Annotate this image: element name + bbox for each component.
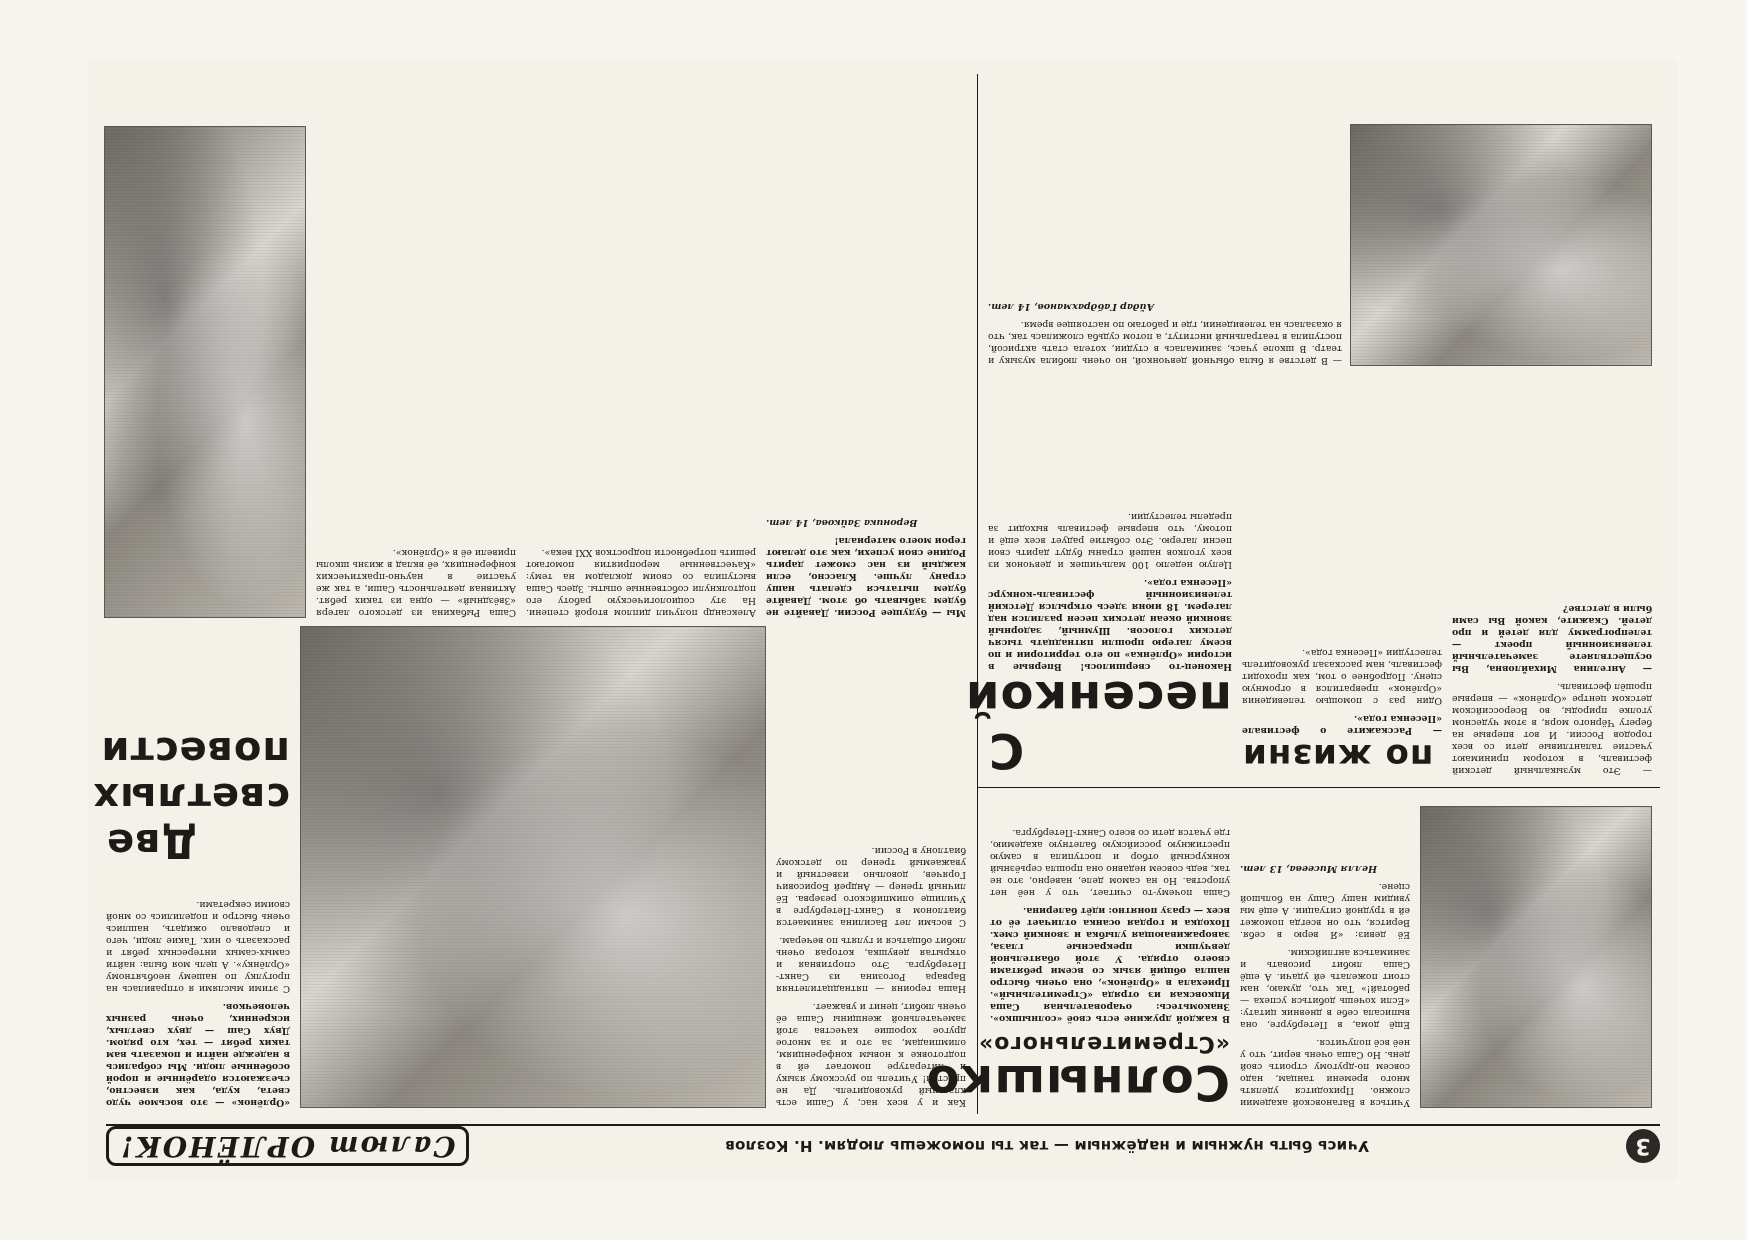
two-article-col-bottom3: [316, 128, 516, 618]
song-title-1: С песенкой: [964, 670, 1232, 778]
newspaper-page: [88, 60, 1678, 1180]
song-article-col1: [1452, 376, 1652, 776]
two-body-2: С восьми лет Василина занимается биатлоном в Санкт-Петербурге в Училище олимпийского резерва. Её личный тренер — Андрей Борисович Горячев, довольно известный и уважаемый тренер по детскому биатлону в России.: [776, 845, 966, 928]
song-article-col3: [964, 376, 1232, 778]
section-separator: [978, 787, 1660, 788]
page-header: [106, 1124, 1660, 1166]
newspaper-logo: Салют ОРЛЁНОК!: [106, 1126, 469, 1166]
two-article-col-bottom1: [766, 128, 966, 618]
photo-group-festival: [1350, 124, 1652, 366]
page-number: 3: [1626, 1129, 1660, 1163]
song-body-4: — Ангелина Михайловна, Вы осуществляете замечательный телевизионный проект — телепрограмму для детей и про детей. Скажите, какой Вы сами были в детстве?: [1452, 603, 1652, 674]
sun-lead: В каждой дружине есть своё «солнышко». Знакомьтесь: очаровательная Саша Ицковская из отряда «Стремительный». Приехала в «Орлёнок», она очень быстро нашла общий язык со всеми ребятами своего отряда. У этой обаятельной девчушки прекрасные глаза, завораживающая улыбка и звонкий смех. Походка и гордая осанка отличает её от всех — сразу понятно: идёт балерина.: [990, 905, 1230, 1024]
photo-shading: [1351, 125, 1651, 365]
column-separator: [977, 74, 978, 1114]
photo-shading: [105, 127, 305, 617]
two-body-0: Как и у всех нас, у Саши есть классный руководитель. Да не простой! Учитель по русскому языку и литературе помогает ей в подготовке к новым конференциям, олимпиадам, за это и за многое другое хорошие качества этой замечательной женщины Саша её очень любит, ценит и уважает.: [776, 1001, 966, 1108]
two-title-2: светлых: [92, 774, 290, 820]
sun-body-1: Учиться в Вагановской академии сложно. Приходится уделять много времени танцам, надо совсем по-другому строить свой день. Но Саша очень верит, что у неё всё получится.: [1240, 1037, 1410, 1108]
page-motto: Учись быть нужным и надёжным — так ты поможешь людям. Н. Козлов: [725, 1137, 1370, 1155]
two-title-3: повести: [100, 728, 290, 774]
song-title-2: по жизни: [1242, 736, 1434, 776]
song-article-col2: [1242, 376, 1442, 776]
two-article-lead-col: [106, 878, 290, 1108]
sun-article-col2: [925, 798, 1230, 1110]
song-signature: Айдар Габдрахманов, 14 лет.: [988, 301, 1155, 312]
photo-shading: [301, 627, 765, 1107]
sun-body-0: Саша почему-то считает, что у неё нет упорства. Но на самом деле, наверно, это не так, ведь совсем недавно она прошла серьёзный конкурсный отбор и поступила в самую престижную российскую балетную академию, где учатся дети со всего Санкт-Петербурга.: [990, 827, 1230, 898]
photo-boy-shooting: [104, 126, 306, 618]
sun-title: Солнышко: [925, 1054, 1230, 1110]
photo-two-girls: [300, 626, 766, 1108]
two-title-1: Две: [106, 820, 198, 866]
song-body-2: — Расскажите о фестивале «Песенка года».: [1242, 713, 1442, 736]
song-body-0: Целую неделю 100 мальчишек и девчонок из всех уголков нашей страны будут дарить свои песни лагерю. Это событие радует всех ещё и потому, что впервые фестиваль выходит за пределы телестудии.: [988, 511, 1232, 570]
sun-signature: Нелля Мисеева, 13 лет.: [1240, 863, 1377, 874]
song-body-5: — В детстве я была обычной девчонкой, но очень любила музыку и театр. В школе учась, занималась в студии, хотела стать актрисой, поступила в театральный институт, а потом судьба сложилась так, что я оказалась на телевидении, где и работаю по настоящее время.: [988, 319, 1342, 366]
song-lead: Наконец-то свершилось! Впервые в истории «Орлёнка» по его территории и по всему лагерю прошли пятнадцать тысяч детских голосов. Шумный, задорный звонкий океан детских песен разлился над лагерем. 18 июня здесь открылся Детский телевизионный фестиваль-конкурс «Песенка года».: [988, 577, 1232, 672]
song-article-col4: [988, 116, 1342, 366]
two-lead: «Орлёнок» — это восьмое чудо света, куда, как известно, съезжаются одарённые и порой особенные люди. Мы собрались в надежде найти и показать вам таких ребят — тех, кто рядом. Двух Саш — двух светлых, искренних, очень разных человечков.: [106, 1001, 290, 1108]
two-article-col-bottom2: [526, 128, 756, 618]
two-body-1: Наша героиня — пятнадцатилетняя Варвара Рогозина из Санкт-Петербурга. Это спортивная и открытая девушка, которая очень любит общаться и гулять по вечерам.: [776, 935, 966, 994]
two-body-4: Александр получил диплом второй степени. На эту социологическую работу его подтолкнули собственные опыты. Здесь Саша выступила со своим докладом на тему: «Качественные мероприятия помогают решить потребности подростков XXI века».: [526, 547, 756, 618]
sun-body-2: Ещё дома, в Петербурге, она выписала себе в дневник цитату: «Если хочешь добиться успеха — работай!» Так что, думаю, нам стоит пожелать ей удачи. А ещё Саша любит рисовать и заниматься английским.: [1240, 947, 1410, 1030]
photo-girl-flowers: [1420, 806, 1652, 1108]
two-conclusion: Мы — будущее России. Давайте не будем забывать об этом. Давайте будем пытаться сделать нашу страну лучше. Классно, если каждый из нас сможет дарить Родине свои успехи, как это делают герои моего материала!: [766, 535, 966, 618]
photo-shading: [1421, 807, 1651, 1107]
two-article-title: [92, 626, 290, 866]
sun-article-body-col1: [1240, 798, 1410, 1108]
two-body-3: Саша Рыбакина из детского лагеря «Звёздный» — одна из таких ребят. Активная деятельность Саши, а так же участие в научно-практических конференциях, её вклад в жизнь школы привели её в «Орлёнок».: [316, 547, 516, 618]
song-body-1: Один раз с помощью телевидения «Орлёнок» превратился в огромную сцену. Подробнее о том, как проходит фестиваль, нам рассказал руководитель телестудии «Песенка года».: [1242, 647, 1442, 706]
song-body-3: — Это музыкальный детский фестиваль, в котором принимают участие талантливые дети со всех городов России. И вот впервые на берегу Чёрного моря, в этом чудесном уголке природы, во Всероссийском детском центре «Орлёнок» — впервые прошёл фестиваль.: [1452, 681, 1652, 776]
sun-subtitle: «Стремительного»: [977, 1031, 1230, 1056]
two-article-col1: [776, 845, 966, 1108]
sun-body-3: Её девиз: «Я верю в себя. Верится, что он всегда поможет ей в трудной ситуации. А ещё мы увидим нашу Сашу на большой сцене.: [1240, 881, 1410, 940]
two-signature: Вероника Зайкова, 14 лет.: [766, 517, 918, 528]
two-intro: С этими мыслями я отправилась на прогулку по нашему необъятному «Орлёнку». А цель моя была: найти самых-самых интересных ребят и рассказать о них. Такие люди, чего и следовало ожидать, нашлись очень быстро и поделились со мной своими секретами.: [106, 899, 290, 994]
